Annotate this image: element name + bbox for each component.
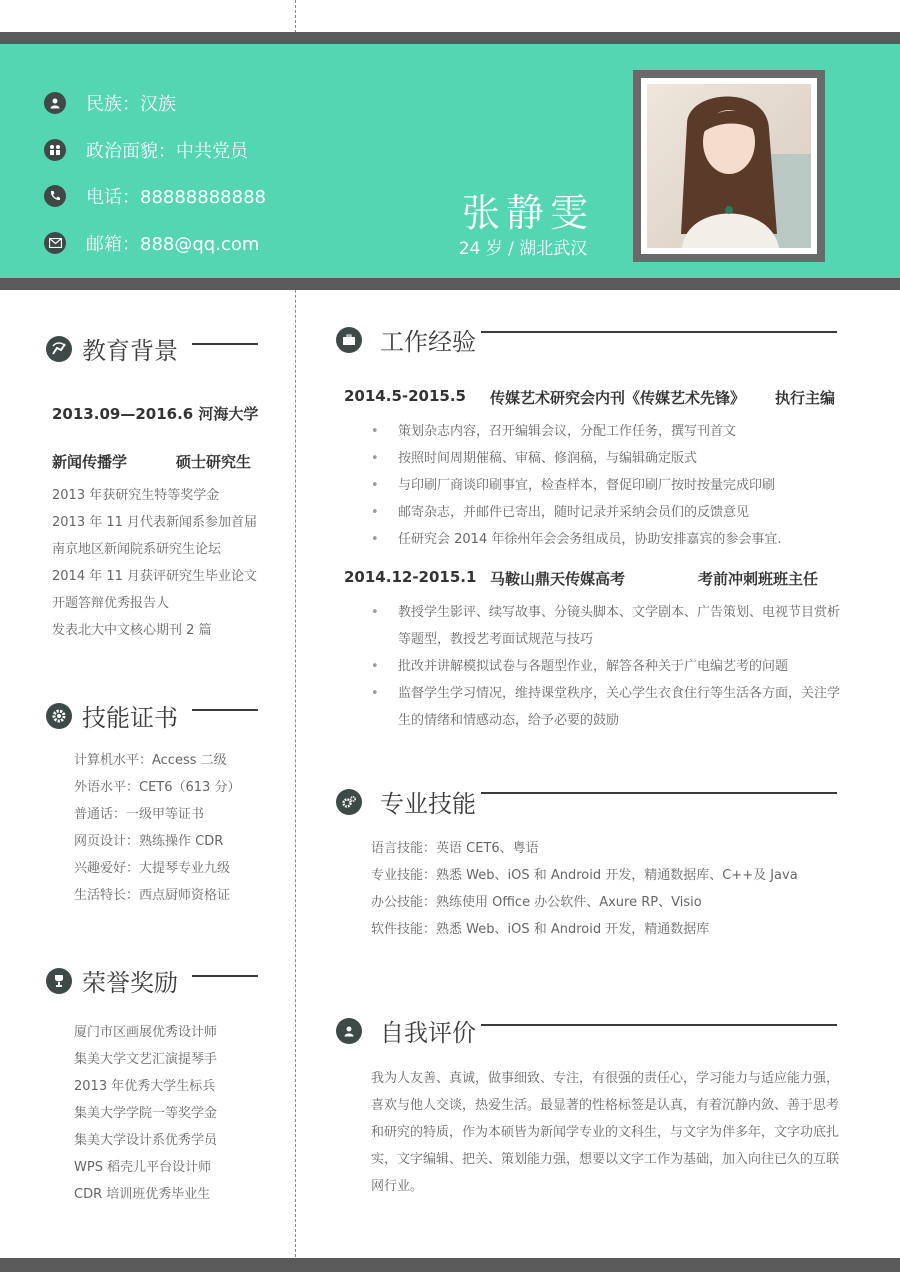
group-icon	[44, 139, 66, 161]
phone-icon	[44, 185, 66, 207]
contact-text: 政治面貌：中共党员	[86, 141, 248, 162]
list-item: • 教授学生影评、续写故事、分镜头脚本、文学剧本、广告策划、电视节目赏析等题型，教授艺考面试规范与技巧	[371, 599, 841, 653]
honors-list	[74, 1019, 217, 1208]
edu-major: 新闻传播学	[52, 453, 128, 471]
contact-text: 电话：88888888888	[86, 187, 266, 208]
middle-bar	[0, 278, 900, 290]
gears-icon	[336, 789, 362, 815]
heading-rule	[192, 709, 258, 711]
user-icon	[44, 92, 66, 114]
job-period: 2014.12-2015.1	[344, 568, 477, 586]
list-item: 2014 年 11 月获评研究生毕业论文	[52, 569, 258, 584]
gear-icon	[46, 703, 72, 729]
edu-degree: 硕士研究生	[176, 453, 252, 471]
list-item: 南京地区新闻院系研究生论坛	[52, 542, 222, 557]
contact-phone	[44, 183, 266, 209]
profile-photo-frame	[633, 70, 825, 262]
heading-rule	[192, 343, 258, 345]
heading-rule	[192, 975, 258, 977]
contact-ethnicity	[44, 90, 176, 116]
skills-heading	[336, 784, 476, 819]
list-item: 2013 年优秀大学生标兵	[74, 1079, 216, 1094]
job-role: 考前冲刺班班主任	[698, 570, 819, 588]
contact-politics	[44, 137, 248, 163]
job-role: 执行主编	[775, 389, 836, 407]
skills-list	[371, 835, 798, 943]
contact-text: 民族：汉族	[86, 94, 176, 115]
work-heading	[336, 322, 476, 357]
profile-photo	[647, 84, 811, 248]
job-period: 2014.5-2015.5	[344, 387, 466, 405]
job-duties-1	[371, 418, 841, 553]
list-item: 普通话：一级甲等证书	[74, 807, 205, 822]
list-item: 开题答辩优秀报告人	[52, 596, 170, 611]
section-title: 自我评价	[380, 1019, 476, 1047]
section-title: 教育背景	[82, 337, 178, 365]
list-item: 软件技能：熟悉 Web、iOS 和 Android 开发，精通数据库	[371, 922, 710, 937]
job-org: 传媒艺术研究会内刊《传媒艺术先锋》	[490, 389, 746, 407]
list-item: CDR 培训班优秀毕业生	[74, 1187, 211, 1202]
heading-rule	[481, 331, 837, 333]
list-item: • 与印刷厂商谈印刷事宜，检查样本，督促印刷厂按时按量完成印刷	[371, 472, 841, 499]
certs-list	[74, 747, 240, 909]
list-item: 集美大学文艺汇演提琴手	[74, 1052, 218, 1067]
list-item: 2013 年 11 月代表新闻系参加首届	[52, 515, 258, 530]
education-heading	[46, 331, 178, 366]
heading-rule	[481, 1024, 837, 1026]
list-item: • 策划杂志内容，召开编辑会议，分配工作任务，撰写刊首文	[371, 418, 841, 445]
list-item: 生活特长：西点厨师资格证	[74, 888, 231, 903]
list-item: 厦门市区画展优秀设计师	[74, 1025, 218, 1040]
section-title: 荣誉奖励	[82, 969, 178, 997]
section-title: 专业技能	[380, 790, 476, 818]
certs-heading	[46, 698, 178, 733]
list-item: 计算机水平：Access 二级	[74, 753, 227, 768]
list-item: 外语水平：CET6（613 分）	[74, 780, 241, 795]
list-item: 集美大学学院一等奖学金	[74, 1106, 218, 1121]
candidate-subtitle: 24 岁 / 湖北武汉	[458, 239, 588, 259]
trophy-icon	[46, 968, 72, 994]
job-org: 马鞍山鼎天传媒高考	[490, 570, 626, 588]
list-item: 办公技能：熟练使用 Office 办公软件、Axure RP、Visio	[371, 895, 702, 910]
edu-icon	[46, 336, 72, 362]
mail-icon	[44, 232, 66, 254]
edu-period: 2013.09—2016.6 河海大学	[52, 405, 259, 423]
honors-heading	[46, 963, 178, 998]
list-item: 语言技能：英语 CET6、粤语	[371, 841, 539, 856]
list-item: • 按照时间周期催稿、审稿、修润稿，与编辑确定版式	[371, 445, 841, 472]
bottom-bar	[0, 1258, 900, 1272]
list-item: 集美大学设计系优秀学员	[74, 1133, 218, 1148]
contact-email	[44, 230, 259, 256]
job-duties-2	[371, 599, 841, 734]
list-item: • 监督学生学习情况，维持课堂秩序，关心学生衣食住行等生活各方面，关注学生的情绪和情感动态，给予必要的鼓励	[371, 680, 841, 734]
list-item: 专业技能：熟悉 Web、iOS 和 Android 开发，精通数据库、C++及 Java	[371, 868, 798, 883]
self-heading	[336, 1013, 476, 1048]
list-item: WPS 稻壳儿平台设计师	[74, 1160, 212, 1175]
list-item: 兴趣爱好：大提琴专业九级	[74, 861, 231, 876]
candidate-name: 张静雯	[461, 191, 594, 235]
list-item: • 邮寄杂志，并邮件已寄出，随时记录并采纳会员们的反馈意见	[371, 499, 841, 526]
top-bar	[0, 32, 900, 44]
list-item: • 任研究会 2014 年徐州年会会务组成员，协助安排嘉宾的参会事宜.	[371, 526, 841, 553]
list-item: 2013 年获研究生特等奖学金	[52, 488, 220, 503]
list-item: • 批改并讲解模拟试卷与各题型作业，解答各种关于广电编艺考的问题	[371, 653, 841, 680]
person-icon	[336, 1018, 362, 1044]
self-evaluation-text: 我为人友善、真诚，做事细致、专注，有很强的责任心，学习能力与适应能力强，喜欢与他人交谈，热爱生活。最显著的性格标签是认真，有着沉静内敛、善于思考和研究的特质，作为本硕皆为新闻学专业的文科生，与文字为伴多年，文字功底扎实，文字编辑、把关、策划能力强，想要以文字工作为基础，加入向往已久的互联网行业。	[371, 1071, 840, 1194]
edu-list	[52, 482, 257, 644]
briefcase-icon	[336, 327, 362, 353]
list-item: 网页设计：熟练操作 CDR	[74, 834, 224, 849]
heading-rule	[481, 792, 837, 794]
list-item: 发表北大中文核心期刊 2 篇	[52, 623, 212, 638]
section-title: 技能证书	[82, 704, 178, 732]
section-title: 工作经验	[380, 328, 476, 356]
contact-text: 邮箱：888@qq.com	[86, 234, 260, 255]
